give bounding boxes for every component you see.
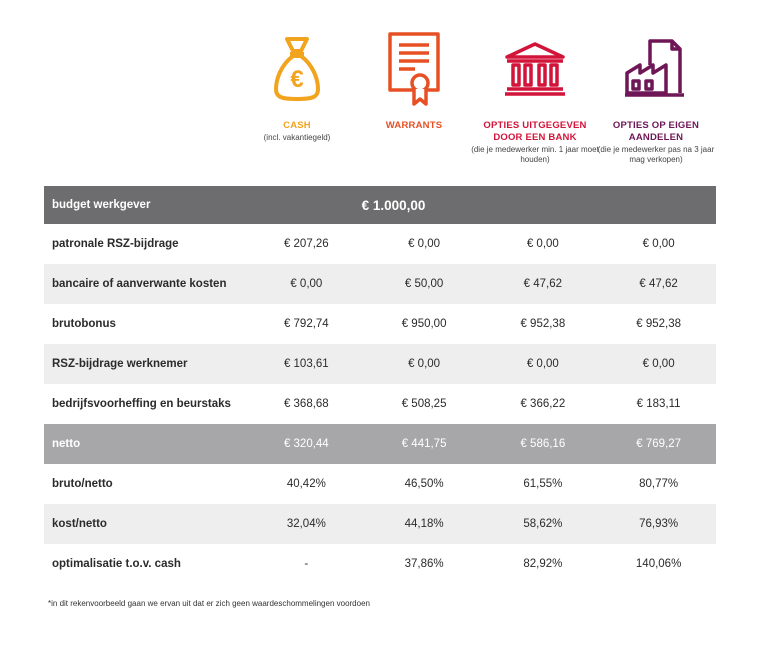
table-cell: 82,92% <box>523 558 563 570</box>
column-subtitle-cash: (incl. vakantiegeld) <box>263 133 331 142</box>
table-cell: € 103,61 <box>283 358 329 370</box>
column-title-warrants: WARRANTS <box>385 120 443 131</box>
table-cell: € 183,11 <box>636 398 681 410</box>
row-label: bedrijfsvoorheffing en beurstaks <box>52 398 231 410</box>
certificate-icon <box>382 24 446 114</box>
table-cell: € 50,00 <box>404 278 444 290</box>
row-label: optimalisatie t.o.v. cash <box>52 558 181 570</box>
table-cell: € 0,00 <box>526 358 559 370</box>
table-cell: 80,77% <box>639 478 679 490</box>
table-cell: € 366,22 <box>520 398 566 410</box>
row-label: kost/netto <box>52 518 107 530</box>
footnote: *in dit rekenvoorbeeld gaan we ervan uit dat er zich geen waardeschommelingen voordoen <box>48 599 370 608</box>
comparison-table <box>44 186 716 584</box>
money-bag-euro-icon <box>265 24 329 114</box>
table-cell: € 950,00 <box>401 318 447 330</box>
row-label: patronale RSZ-bijdrage <box>52 238 179 250</box>
table-row <box>44 384 716 424</box>
table-cell: € 320,44 <box>283 438 329 450</box>
column-subtitle-own-shares: (die je medewerker pas na 3 jaar mag verkopen) <box>597 145 715 164</box>
table-cell: 61,55% <box>523 478 563 490</box>
table-cell: 40,42% <box>286 478 326 490</box>
table-cell: € 586,16 <box>520 438 566 450</box>
column-header-own-shares <box>592 24 720 165</box>
row-label: netto <box>52 438 81 450</box>
table-row-budget <box>44 186 716 224</box>
table-row <box>44 544 716 584</box>
table-cell: € 0,00 <box>408 238 441 250</box>
table-cell: € 952,38 <box>636 318 681 330</box>
budget-value: € 1.000,00 <box>361 197 426 213</box>
column-title-bank: OPTIES UITGEGEVEN DOOR EEN BANK <box>483 120 587 143</box>
row-label: brutobonus <box>52 318 116 330</box>
row-label: bruto/netto <box>52 478 113 490</box>
table-row <box>44 504 716 544</box>
column-title-own-shares: OPTIES OP EIGEN AANDELEN <box>612 120 700 143</box>
table-cell: € 207,26 <box>283 238 329 250</box>
table-cell: € 769,27 <box>636 438 681 450</box>
column-header-bank <box>471 24 599 165</box>
factory-building-icon <box>624 24 688 114</box>
table-cell: € 0,00 <box>526 238 559 250</box>
row-label: bancaire of aanverwante kosten <box>52 278 227 290</box>
column-header-cash <box>233 24 361 143</box>
row-label: RSZ-bijdrage werknemer <box>52 358 188 370</box>
table-row <box>44 304 716 344</box>
table-cell: € 508,25 <box>401 398 447 410</box>
table-cell: € 0,00 <box>642 238 675 250</box>
table-cell: € 0,00 <box>290 278 323 290</box>
table-cell: 76,93% <box>639 518 679 530</box>
column-subtitle-bank: (die je medewerker min. 1 jaar moet houden) <box>471 145 599 164</box>
table-cell: € 441,75 <box>401 438 447 450</box>
table-cell: - <box>304 558 309 570</box>
table-cell: 58,62% <box>523 518 563 530</box>
svg-text:€: € <box>290 66 304 93</box>
table-cell: € 47,62 <box>523 278 563 290</box>
column-header-warrants <box>350 24 478 133</box>
table-cell: € 0,00 <box>408 358 441 370</box>
table-cell: 140,06% <box>635 558 682 570</box>
table-row <box>44 344 716 384</box>
table-cell: € 792,74 <box>283 318 329 330</box>
table-cell: € 0,00 <box>642 358 675 370</box>
table-cell: 44,18% <box>404 518 444 530</box>
table-row <box>44 264 716 304</box>
table-cell: € 368,68 <box>283 398 329 410</box>
table-row <box>44 464 716 504</box>
bank-building-icon <box>503 24 567 114</box>
table-row-netto <box>44 424 716 464</box>
table-cell: € 952,38 <box>520 318 566 330</box>
table-cell: € 47,62 <box>639 278 678 290</box>
column-title-cash: CASH <box>283 120 311 131</box>
table-cell: 32,04% <box>286 518 326 530</box>
row-label: budget werkgever <box>52 199 151 211</box>
table-cell: 46,50% <box>404 478 444 490</box>
table-cell: 37,86% <box>404 558 444 570</box>
table-row <box>44 224 716 264</box>
